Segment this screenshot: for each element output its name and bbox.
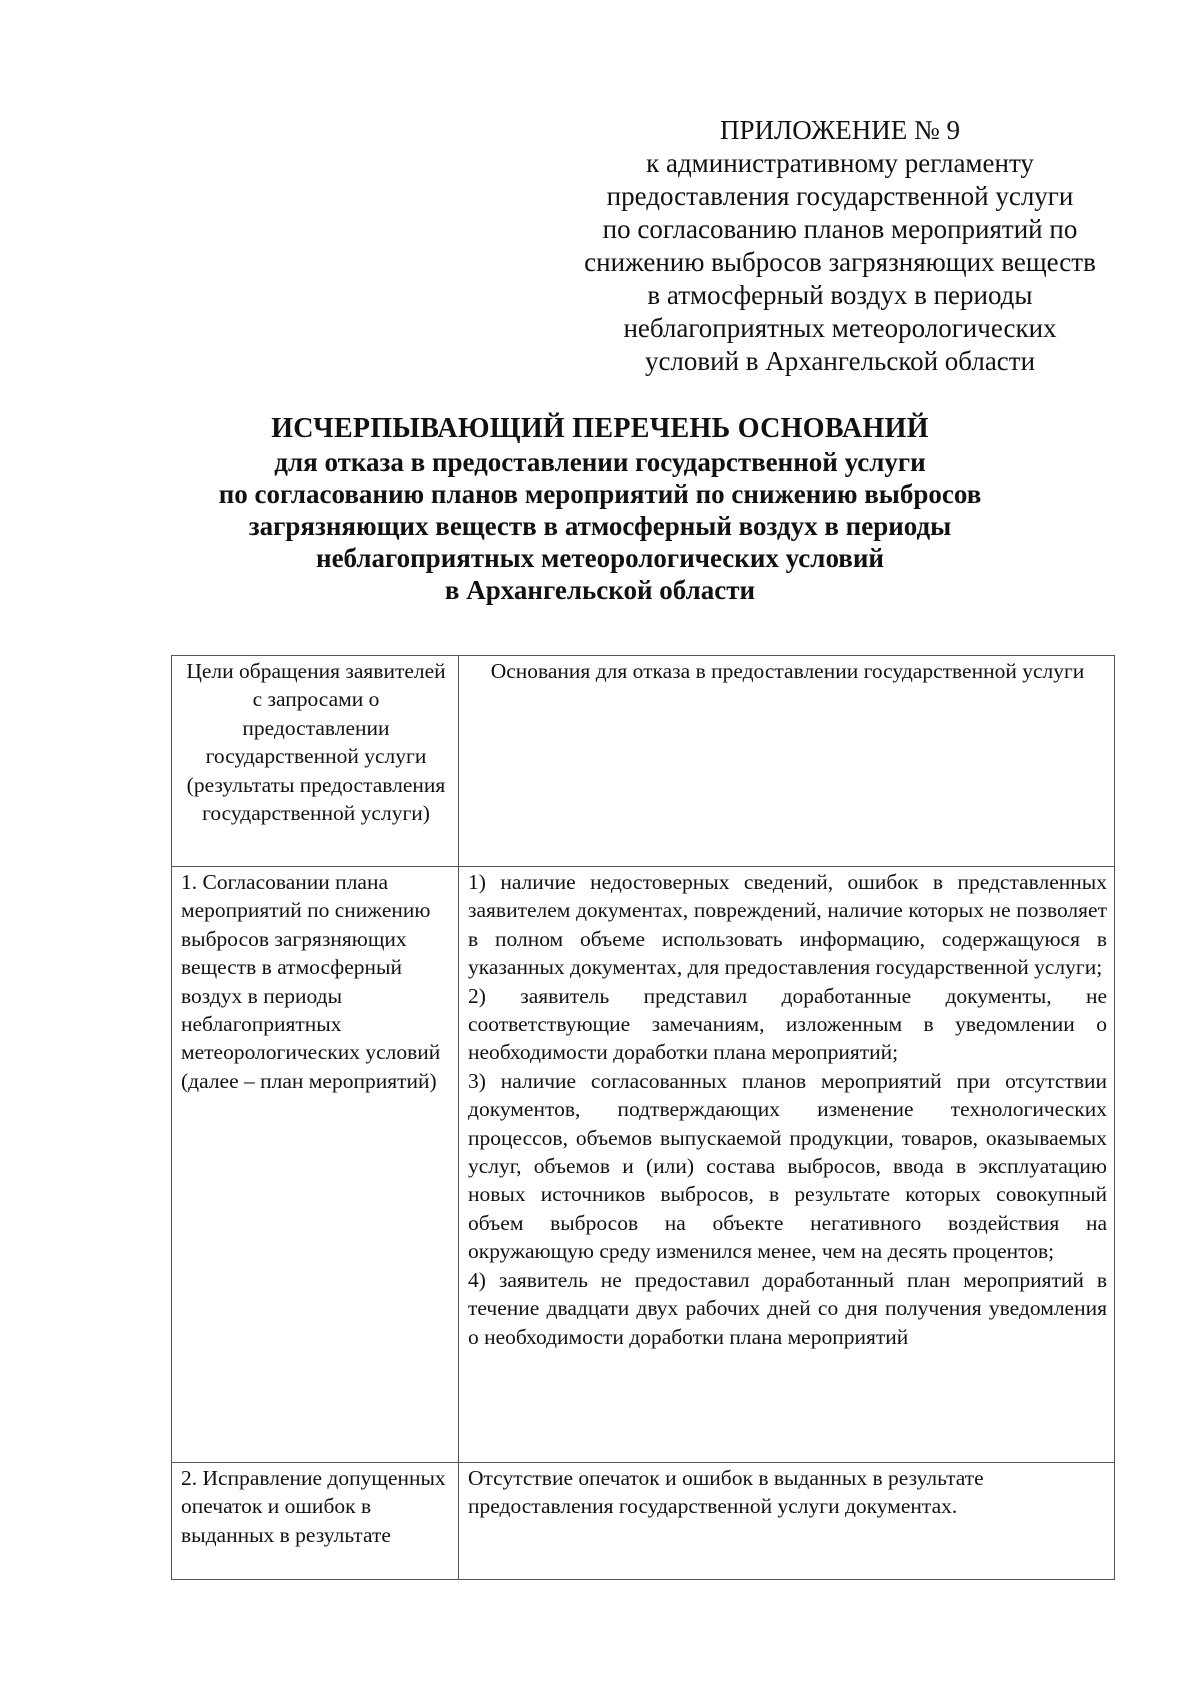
appendix-line: условий в Архангельской области	[644, 346, 1036, 376]
goal-cell: 1. Согласовании плана мероприятий по снижению выбросов загрязняющих веществ в атмосферный воздух в периоды неблагоприятных метеорологических условий (далее – план мероприятий)	[172, 867, 459, 1463]
appendix-line: к административному регламенту	[646, 148, 1034, 178]
reasons-cell	[459, 867, 1115, 1463]
appendix-line: неблагоприятных метеорологических	[623, 313, 1057, 343]
table-row	[172, 867, 1115, 1463]
appendix-line: предоставления государственной услуги	[606, 181, 1074, 211]
reason-item: Отсутствие опечаток и ошибок в выданных в результате предоставления государственной услуги документах.	[468, 1466, 984, 1519]
goal-cell: 2. Исправление допущенных опечаток и ошибок в выданных в результате	[172, 1463, 459, 1580]
document-heading	[150, 412, 1050, 606]
heading-main: ИСЧЕРПЫВАЮЩИЙ ПЕРЕЧЕНЬ ОСНОВАНИЙ	[271, 413, 929, 444]
appendix-line: снижению выбросов загрязняющих веществ	[584, 247, 1096, 277]
table-row	[172, 1463, 1115, 1580]
reasons-cell	[459, 1463, 1115, 1580]
reason-item: 1) наличие недостоверных сведений, ошибок в представленных заявителем документах, повреждений, наличие которых не позволяет в полном объеме использовать информацию, содержащуюся в указанных документах, для предоставления государственной услуги;	[468, 870, 1107, 980]
heading-subline: по согласованию планов мероприятий по снижению выбросов	[218, 479, 982, 509]
header-cell-grounds: Основания для отказа в предоставлении государственной услуги	[459, 656, 1115, 867]
header-cell-goals: Цели обращения заявителей с запросами о предоставлении государственной услуги (результаты предоставления государственной услуги)	[172, 656, 459, 867]
appendix-header	[560, 114, 1120, 378]
appendix-line: по согласованию планов мероприятий по	[602, 214, 1078, 244]
appendix-line: в атмосферный воздух в периоды	[647, 280, 1033, 310]
grounds-table	[171, 655, 1115, 1580]
reason-item: 2) заявитель представил доработанные документы, не соответствующие замечаниям, изложенным в уведомлении о необходимости доработки плана мероприятий;	[468, 983, 1107, 1065]
table-header-row	[172, 656, 1115, 867]
reason-item: 3) наличие согласованных планов мероприятий при отсутствии документов, подтверждающих изменение технологических процессов, объемов выпускаемой продукции, товаров, оказываемых услуг, объемов и (или) состава выбросов, ввода в эксплуатацию новых источников выбросов, в результате которых совокупный объем выбросов на объекте негативного воздействия на окружающую среду изменился менее, чем на десять процентов;	[468, 1068, 1107, 1264]
heading-subline: в Архангельской области	[444, 575, 756, 605]
heading-subline: для отказа в предоставлении государственной услуги	[274, 447, 926, 477]
appendix-title: ПРИЛОЖЕНИЕ № 9	[719, 115, 961, 145]
heading-subline: неблагоприятных метеорологических условий	[316, 543, 884, 573]
reason-item: 4) заявитель не предоставил доработанный план мероприятий в течение двадцати двух рабочих дней со дня получения уведомления о необходимости доработки плана мероприятий	[468, 1267, 1107, 1349]
heading-subline: загрязняющих веществ в атмосферный воздух в периоды	[248, 511, 952, 541]
